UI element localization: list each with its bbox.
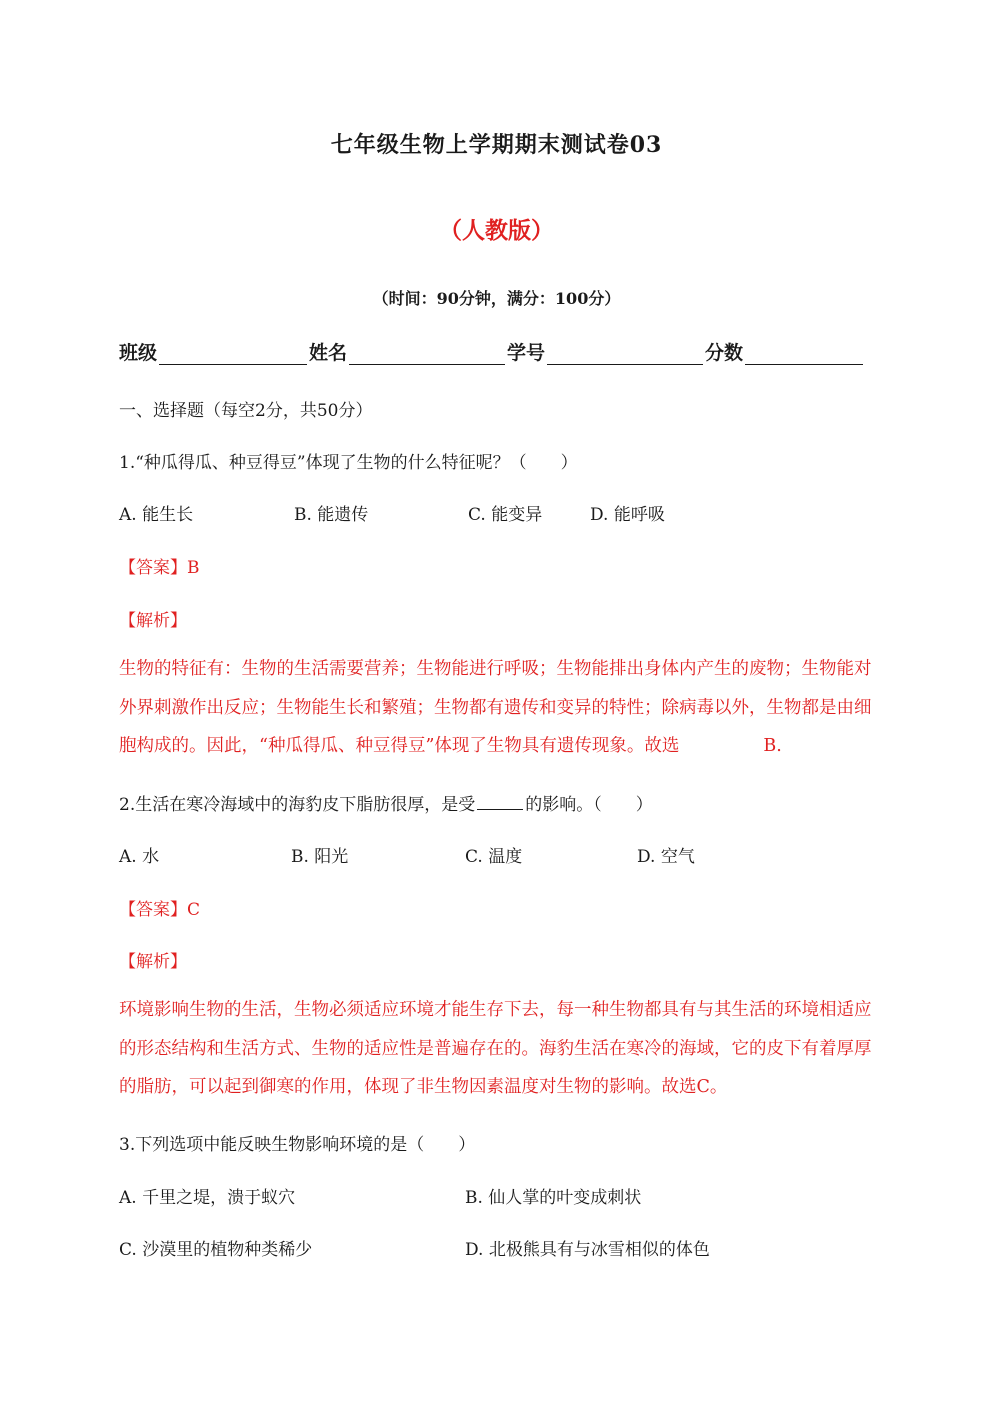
question-2-option-a: A. 水	[119, 847, 160, 867]
question-1-stem: 1.“种瓜得瓜、种豆得豆”体现了生物的什么特征呢？（ ）	[119, 453, 578, 473]
question-3-stem: 3.下列选项中能反映生物影响环境的是（ ）	[119, 1135, 476, 1155]
analysis-line: 外界刺激作出反应；生物能生长和繁殖；生物都有遗传和变异的特性；除病毒以外，生物都是由细	[119, 697, 872, 718]
question-3-option-a: A. 千里之堤，溃于蚁穴	[119, 1188, 296, 1208]
score-blank	[745, 344, 863, 365]
question-2-analysis-label: 【解析】	[119, 952, 187, 972]
question-2-analysis	[119, 991, 879, 1107]
question-2-blank	[477, 793, 523, 810]
analysis-line-end: B.	[763, 736, 782, 756]
question-2-option-d: D. 空气	[637, 847, 695, 867]
question-2-stem-after: 的影响。（ ）	[525, 795, 653, 815]
class-blank	[159, 344, 307, 365]
question-1-analysis	[119, 650, 879, 766]
question-3-option-c: C. 沙漠里的植物种类稀少	[119, 1240, 313, 1260]
question-2-stem-before: 2.生活在寒冷海域中的海豹皮下脂肪很厚，是受	[119, 795, 476, 815]
question-2-stem	[119, 790, 653, 815]
section-heading: 一、选择题（每空2分，共50分）	[119, 401, 373, 421]
name-label: 姓名	[309, 342, 348, 364]
analysis-line: 生物的特征有：生物的生活需要营养；生物能进行呼吸；生物能排出身体内产生的废物；生物能对	[119, 659, 872, 679]
question-3-option-b: B. 仙人掌的叶变成刺状	[465, 1188, 642, 1208]
question-1-option-a: A. 能生长	[119, 505, 194, 525]
student-info-row	[119, 338, 865, 365]
question-1-option-c: C. 能变异	[468, 505, 543, 525]
question-1-option-d: D. 能呼吸	[590, 505, 665, 525]
analysis-line: 胞构成的。因此，“种瓜得瓜、种豆得豆”体现了生物具有遗传现象。故选	[119, 736, 680, 756]
question-2-answer: 【答案】C	[119, 900, 201, 920]
question-3-option-d: D. 北极熊具有与冰雪相似的体色	[465, 1240, 710, 1260]
analysis-line: 的脂肪，可以起到御寒的作用，体现了非生物因素温度对生物的影响。故选C。	[119, 1077, 728, 1097]
question-2-option-c: C. 温度	[465, 847, 523, 867]
question-1-answer: 【答案】B	[119, 558, 200, 578]
question-1-option-b: B. 能遗传	[294, 505, 369, 525]
id-label: 学号	[507, 342, 546, 364]
edition-subtitle: （人教版）	[439, 217, 554, 244]
page-title: 七年级生物上学期期末测试卷03	[330, 132, 663, 158]
analysis-line: 环境影响生物的生活，生物必须适应环境才能生存下去，每一种生物都具有与其生活的环境相适应	[119, 1000, 872, 1020]
question-2-option-b: B. 阳光	[291, 847, 349, 867]
analysis-line: 的形态结构和生活方式、生物的适应性是普遍存在的。海豹生活在寒冷的海域，它的皮下有着厚厚	[119, 1038, 872, 1059]
class-label: 班级	[119, 342, 158, 364]
score-label: 分数	[705, 342, 744, 364]
question-1-analysis-label: 【解析】	[119, 611, 187, 631]
id-blank	[547, 344, 703, 365]
name-blank	[349, 344, 505, 365]
time-info: （时间：90分钟，满分：100分）	[372, 289, 621, 308]
